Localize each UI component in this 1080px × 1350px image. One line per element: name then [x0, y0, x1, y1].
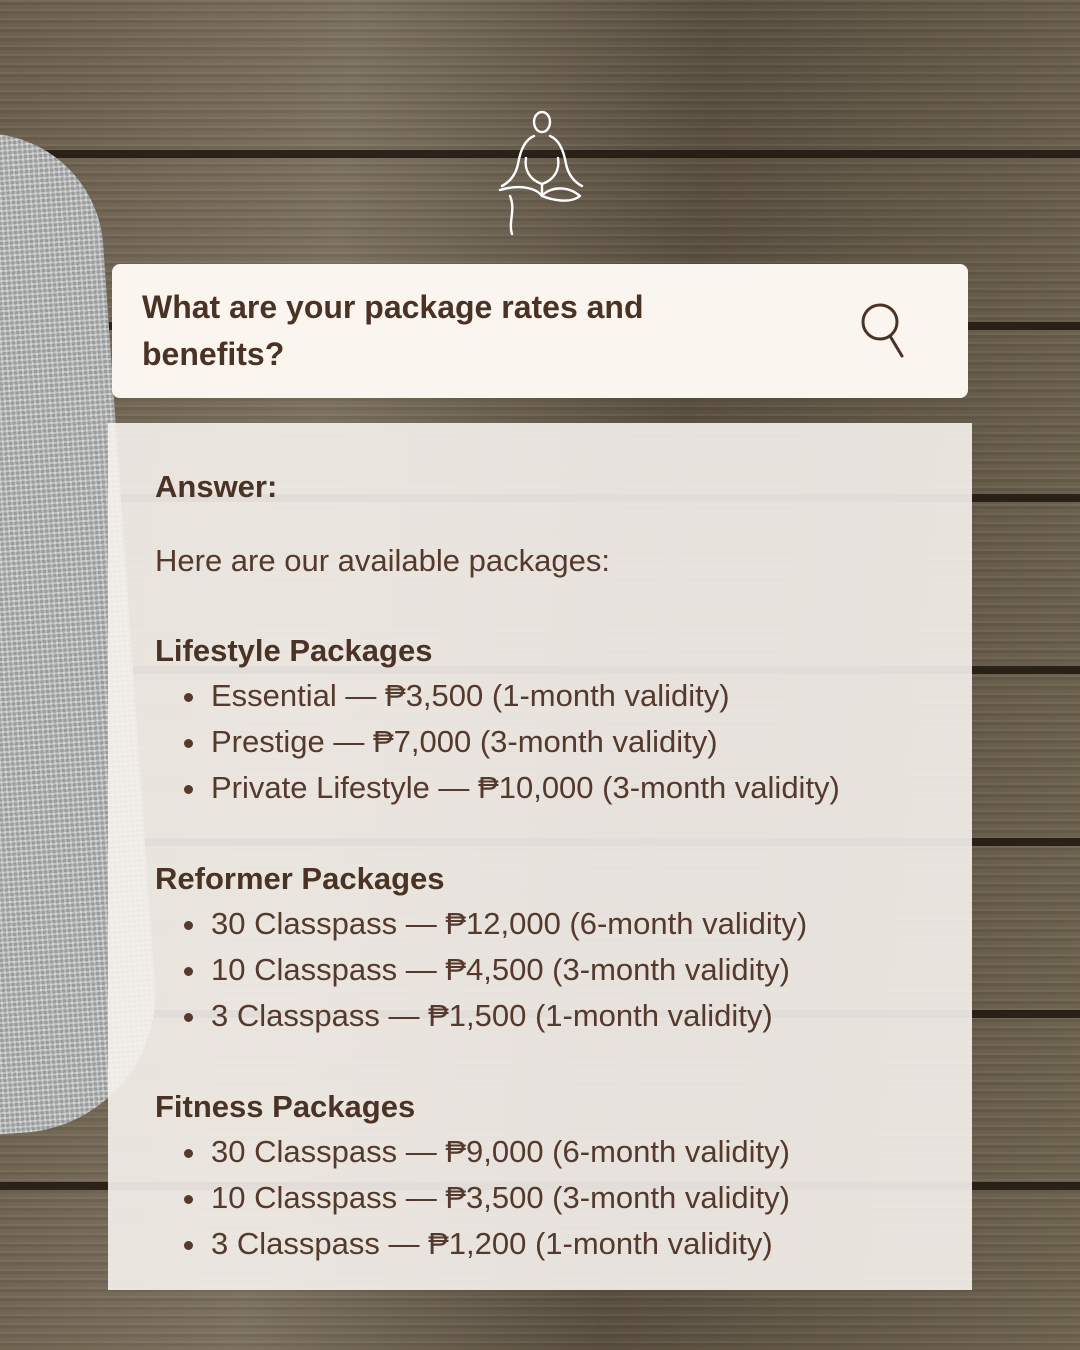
section-title: Reformer Packages — [155, 861, 445, 896]
package-item: Essential — ₱3,500 (1-month validity) — [165, 673, 972, 719]
package-item: 10 Classpass — ₱3,500 (3-month validity) — [165, 1175, 972, 1221]
package-item: 30 Classpass — ₱12,000 (6-month validity) — [165, 901, 972, 947]
package-item: 10 Classpass — ₱4,500 (3-month validity) — [165, 947, 972, 993]
search-bar[interactable] — [112, 264, 968, 398]
magnifier-icon[interactable] — [858, 300, 912, 362]
package-list — [155, 1129, 972, 1267]
section-title: Lifestyle Packages — [155, 633, 433, 668]
answer-intro: Here are our available packages: — [155, 543, 610, 578]
package-item: 3 Classpass — ₱1,500 (1-month validity) — [165, 993, 972, 1039]
package-item: 30 Classpass — ₱9,000 (6-month validity) — [165, 1129, 972, 1175]
package-item: Prestige — ₱7,000 (3-month validity) — [165, 719, 972, 765]
answer-panel — [108, 423, 972, 1290]
answer-label: Answer: — [155, 469, 278, 504]
package-list — [155, 901, 972, 1039]
package-list — [155, 673, 972, 811]
meditation-figure-icon — [490, 100, 590, 240]
lifestyle-packages-section — [155, 629, 972, 811]
section-title: Fitness Packages — [155, 1089, 416, 1124]
reformer-packages-section — [155, 857, 972, 1039]
search-question: What are your package rates and benefits? — [142, 289, 644, 372]
package-item: Private Lifestyle — ₱10,000 (3-month validity) — [165, 765, 972, 811]
fitness-packages-section — [155, 1085, 972, 1267]
package-item: 3 Classpass — ₱1,200 (1-month validity) — [165, 1221, 972, 1267]
